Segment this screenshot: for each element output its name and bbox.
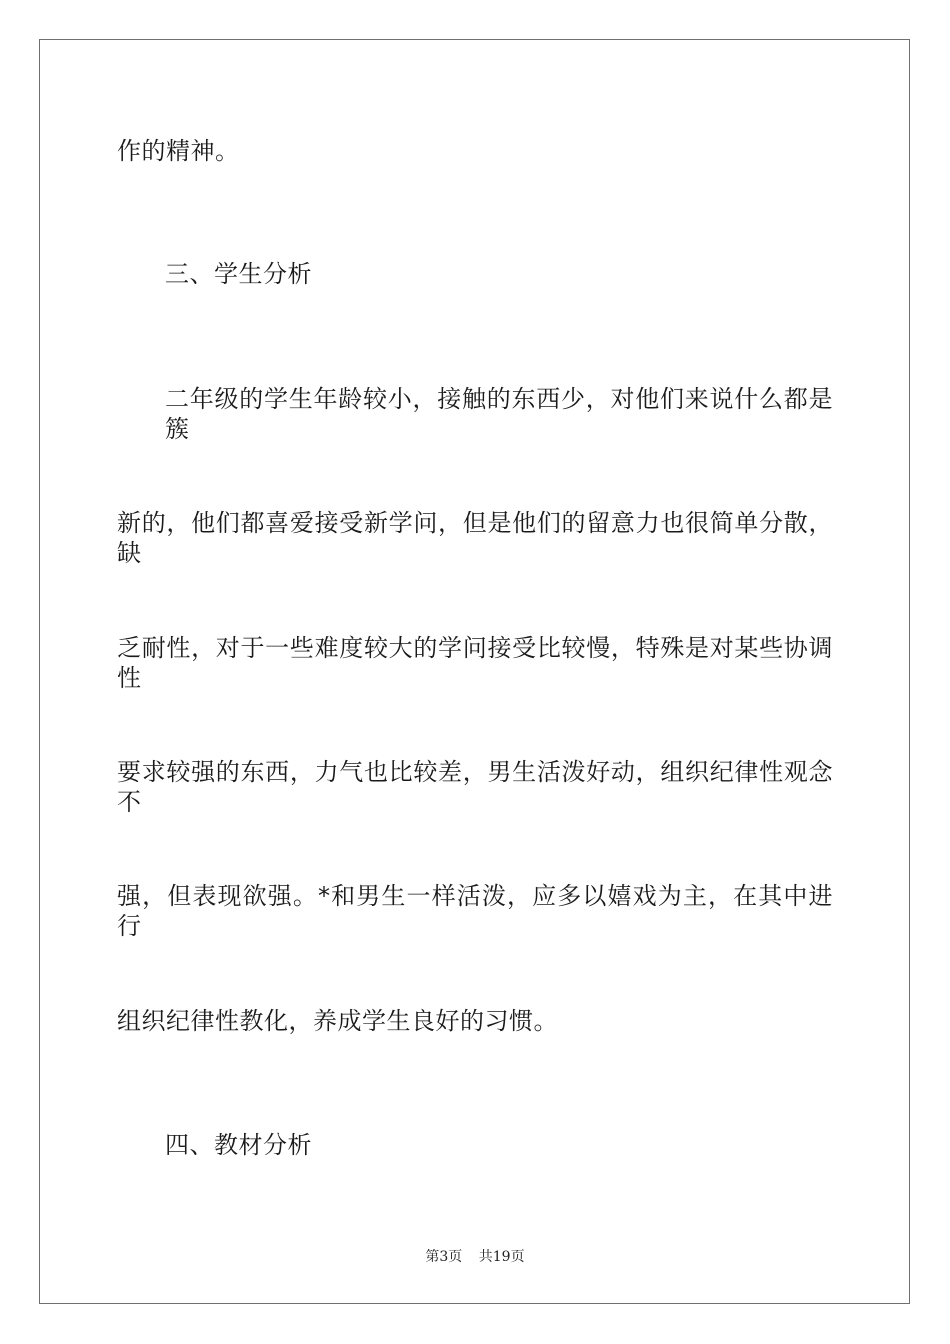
page-footer xyxy=(0,1247,950,1267)
paragraph-line: 乏耐性，对于一些难度较大的学问接受比较慢，特殊是对某些协调性 xyxy=(117,634,833,692)
paragraph-line: 新的，他们都喜爱接受新学问，但是他们的留意力也很简单分散，缺 xyxy=(117,509,833,567)
paragraph-line: 作的精神。 xyxy=(117,137,240,165)
page-number: 第3页 xyxy=(425,1249,463,1265)
paragraph-line: 强，但表现欲强。*和男生一样活泼，应多以嬉戏为主，在其中进行 xyxy=(117,882,833,940)
section-heading-textbook-analysis: 四、教材分析 xyxy=(165,1131,312,1159)
paragraph-line: 二年级的学生年龄较小，接触的东西少，对他们来说什么都是簇 xyxy=(165,385,833,443)
paragraph-line: 要求较强的东西，力气也比较差，男生活泼好动，组织纪律性观念不 xyxy=(117,758,833,816)
paragraph-line: 组织纪律性教化，养成学生良好的习惯。 xyxy=(117,1007,558,1035)
section-heading-student-analysis: 三、学生分析 xyxy=(165,260,312,288)
page-total: 共19页 xyxy=(478,1249,525,1265)
